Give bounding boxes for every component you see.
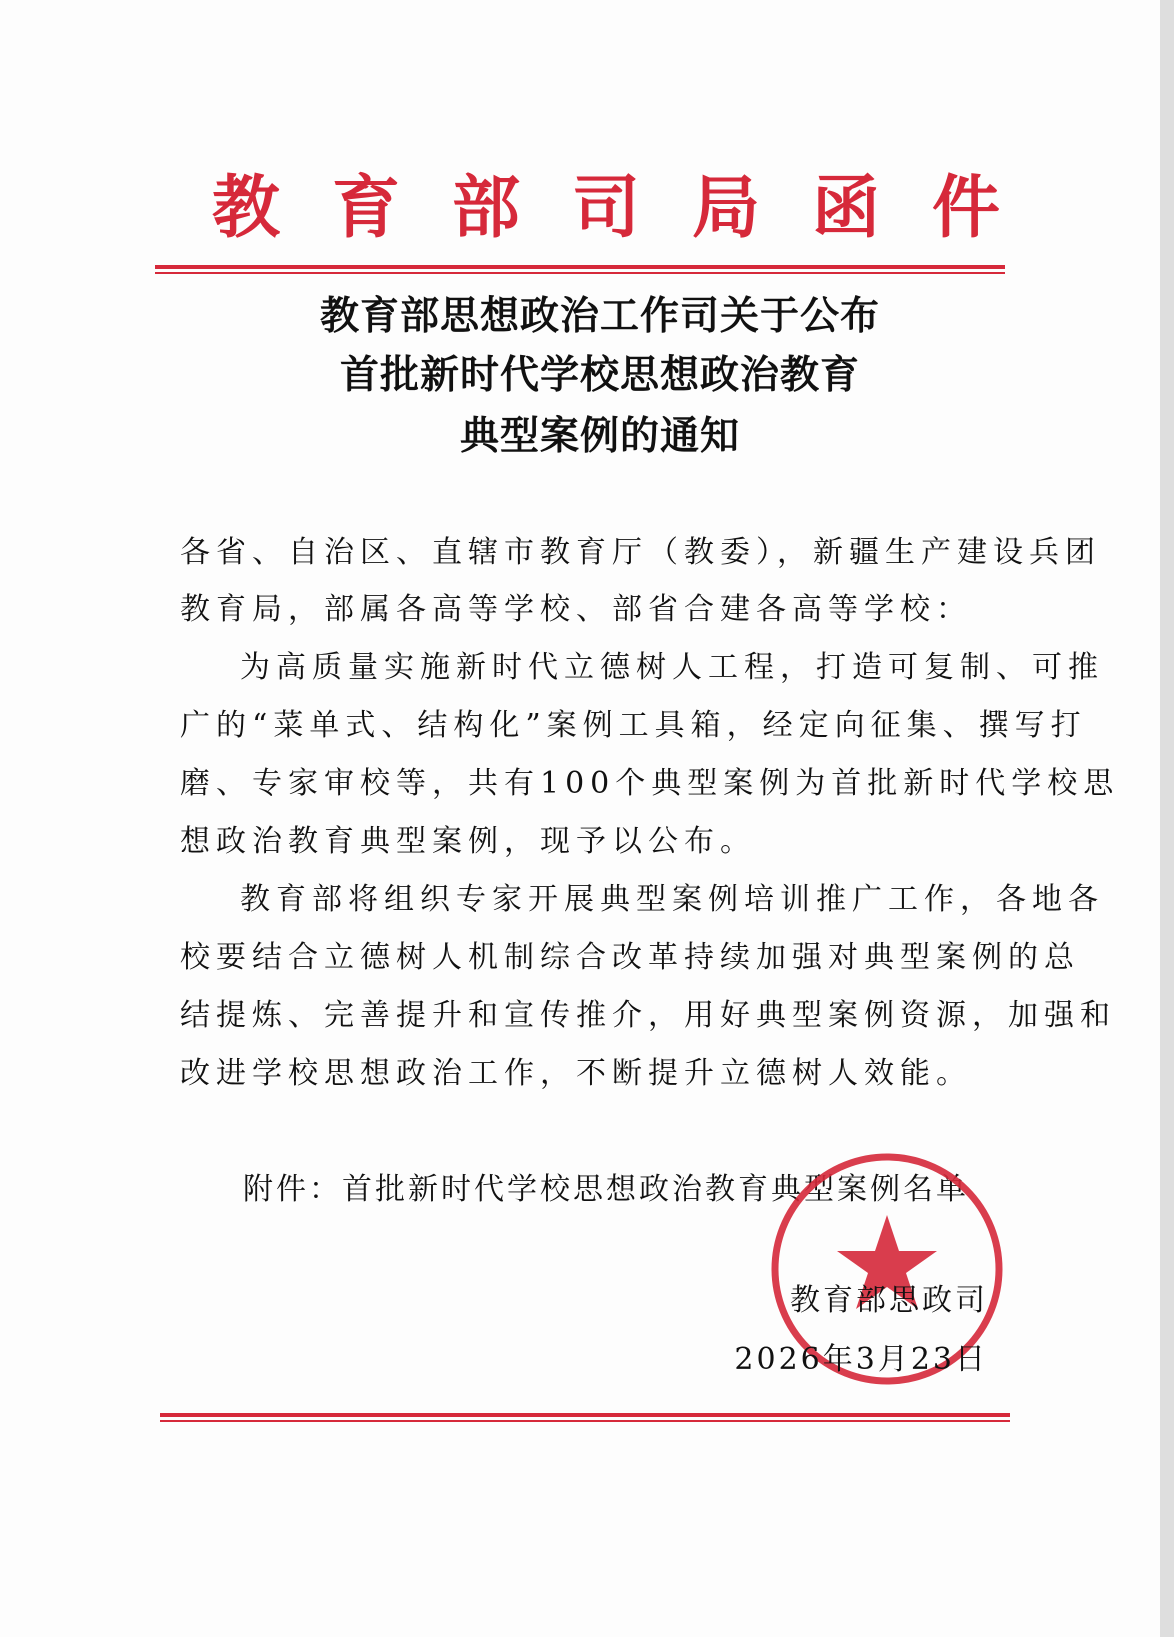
footer-rule-thick: [160, 1413, 1010, 1417]
signature-line: 教育部思政司: [790, 1283, 988, 1318]
paragraph-1-line-1: 为高质量实施新时代立德树人工程，打造可复制、可推: [240, 650, 1104, 685]
document-title-line-1: 教育部思想政治工作司关于公布: [319, 293, 880, 339]
letterhead-rule-thin: [155, 272, 1005, 274]
document-title-line-2: 首批新时代学校思想政治教育: [339, 352, 860, 398]
document-title-line-3: 典型案例的通知: [459, 413, 740, 459]
footer-rule-thin: [160, 1420, 1010, 1422]
paragraph-2-line-3: 结提炼、完善提升和宣传推介，用好典型案例资源，加强和: [180, 998, 1116, 1033]
paragraph-2-line-4: 改进学校思想政治工作，不断提升立德树人效能。: [180, 1056, 972, 1091]
attachment-line: 附件：首批新时代学校思想政治教育典型案例名单: [243, 1172, 969, 1207]
letterhead-rule-thick: [155, 265, 1005, 269]
page-edge: [1160, 0, 1174, 1637]
addressee-line-1: 各省、自治区、直辖市教育厅（教委），新疆生产建设兵团: [180, 535, 1101, 570]
paragraph-1-line-4: 想政治教育典型案例，现予以公布。: [180, 824, 756, 859]
paragraph-2-line-2: 校要结合立德树人机制综合改革持续加强对典型案例的总: [180, 940, 1080, 975]
paragraph-1-line-3: 磨、专家审校等，共有100个典型案例为首批新时代学校思: [180, 766, 1120, 801]
paragraph-1-line-2: 广的“菜单式、结构化”案例工具箱，经定向征集、撰写打: [180, 708, 1087, 743]
date-line: 2026年3月23日: [734, 1342, 988, 1377]
paragraph-2-line-1: 教育部将组织专家开展典型案例培训推广工作，各地各: [240, 882, 1104, 917]
letterhead-title: 教育部司局函件: [212, 168, 1053, 248]
addressee-line-2: 教育局，部属各高等学校、部省合建各高等学校：: [180, 592, 972, 627]
